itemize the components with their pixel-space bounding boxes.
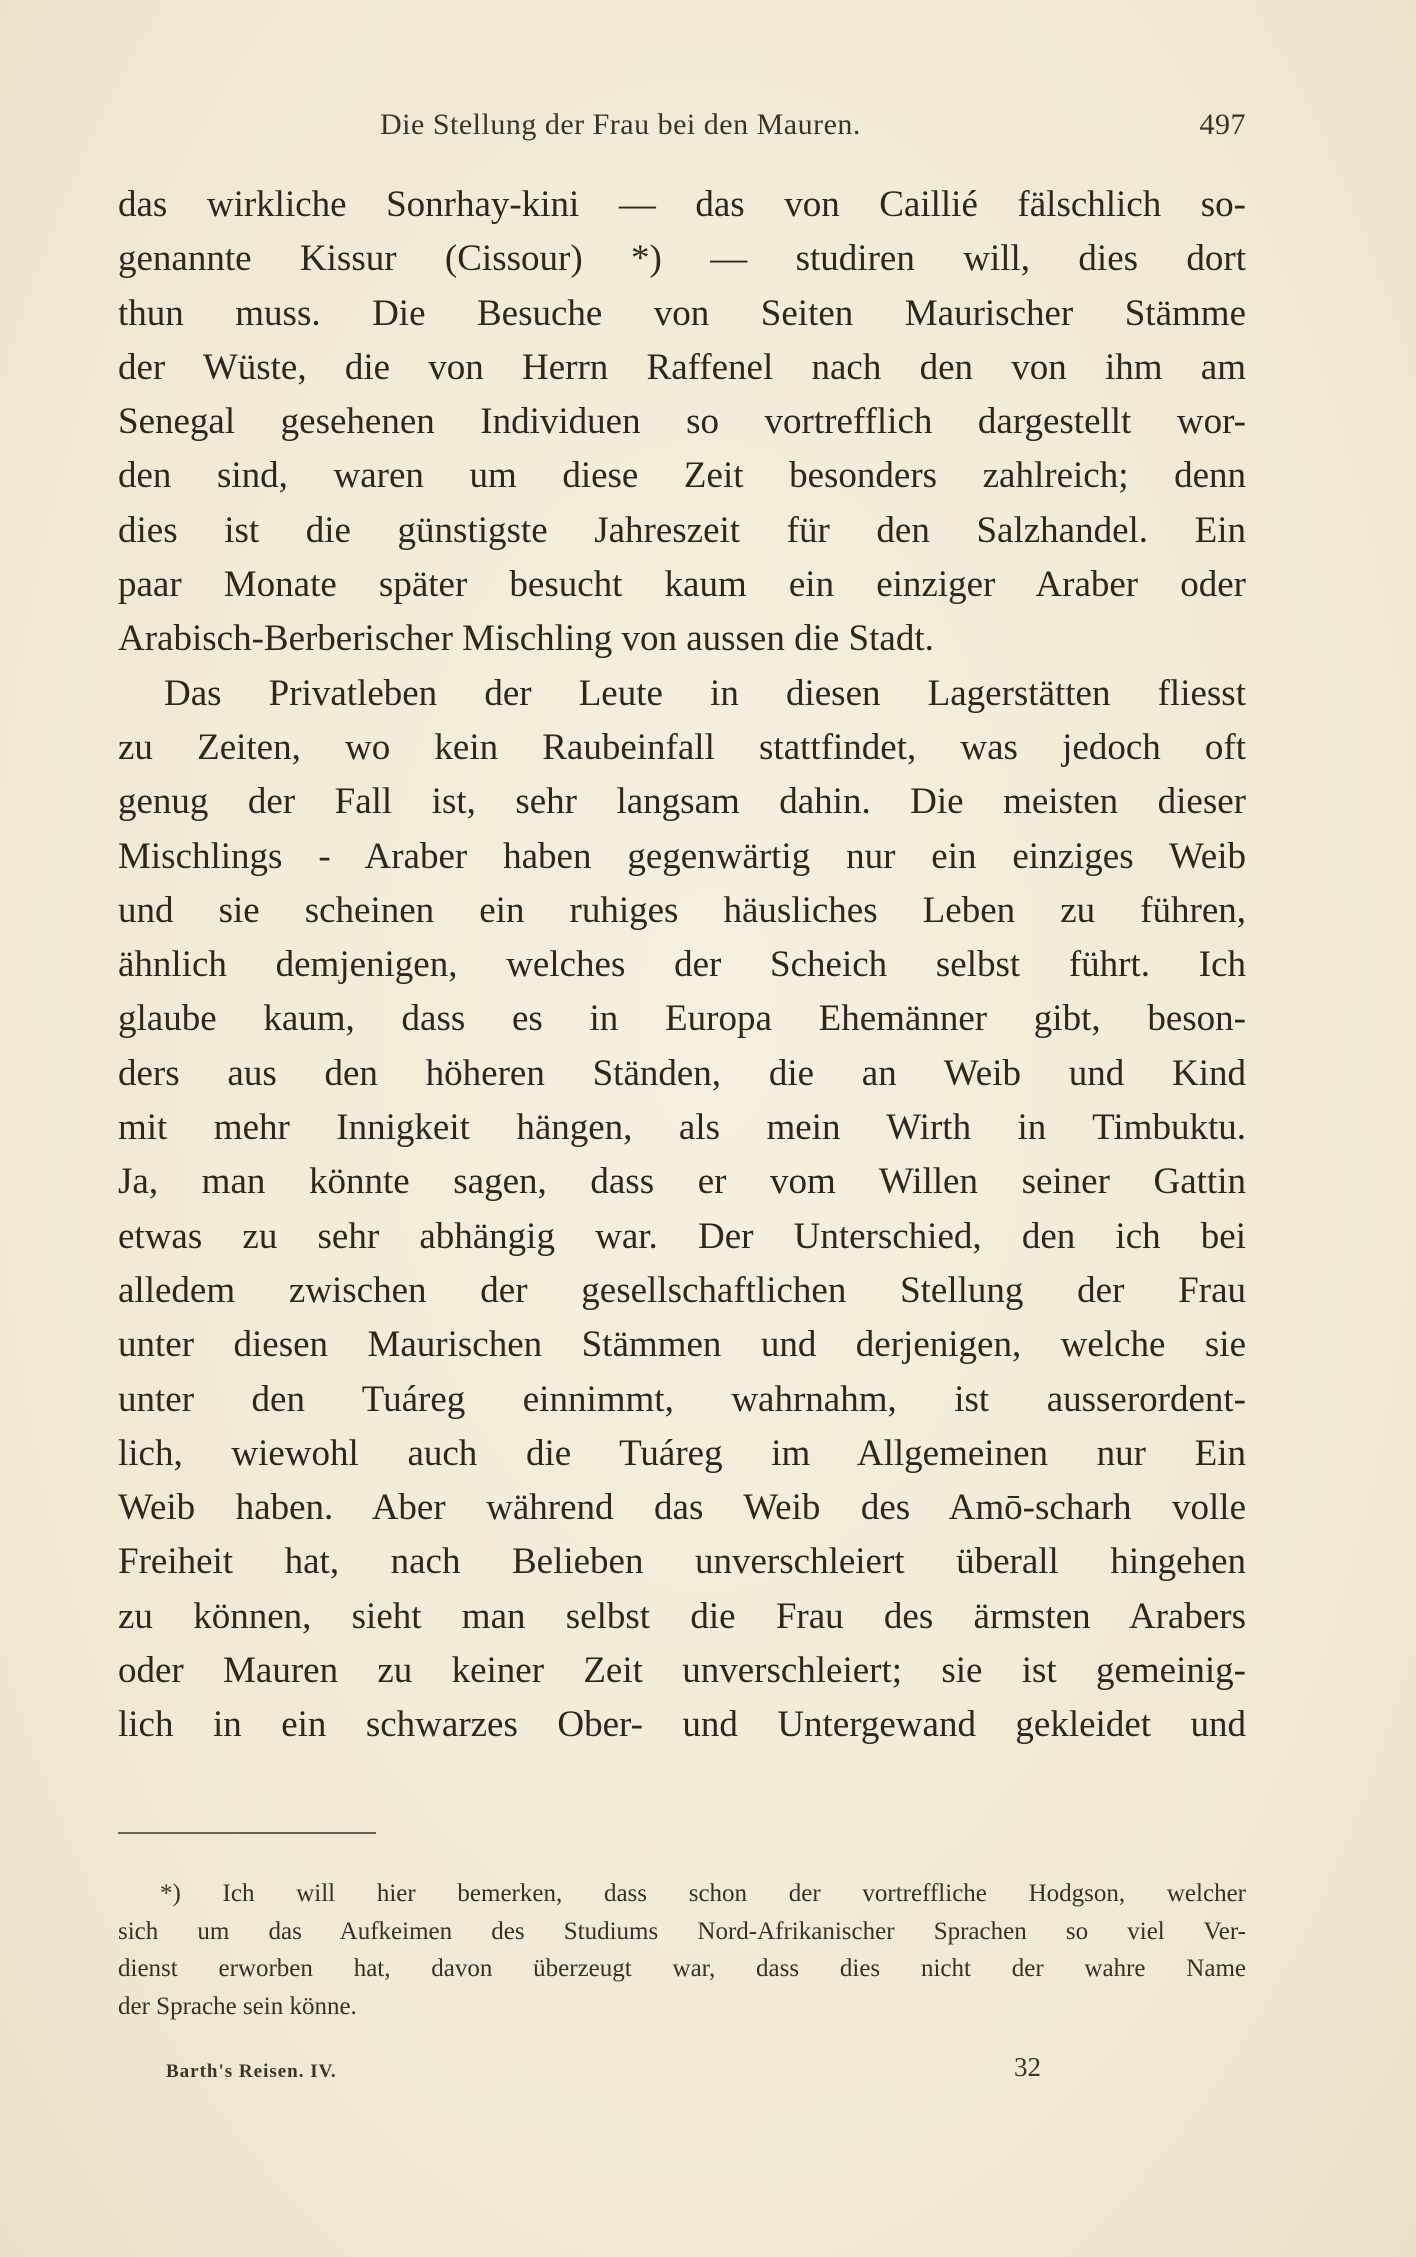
text-line: alledem zwischen der gesellschaftlichen Stellung der Frau: [118, 1269, 1246, 1311]
text-line: unter diesen Maurischen Stämmen und derjenigen, welche sie: [118, 1324, 1246, 1366]
text-line: lich, wiewohl auch die Tuáreg im Allgemeinen nur Ein: [118, 1432, 1246, 1474]
signature-number: 32: [1014, 2052, 1041, 2082]
text-line: unter den Tuáreg einnimmt, wahrnahm, ist ausserordent-: [118, 1378, 1246, 1420]
text-line: lich in ein schwarzes Ober- und Untergewand gekleidet und: [118, 1704, 1246, 1746]
text-line: genannte Kissur (Cissour) *) — studiren will, dies dort: [118, 238, 1246, 280]
text-line: den sind, waren um diese Zeit besonders zahlreich; denn: [118, 455, 1246, 497]
footnote-line: der Sprache sein könne.: [118, 1992, 357, 2020]
text-line: ders aus den höheren Ständen, die an Weib und Kind: [118, 1052, 1246, 1094]
text-line: Senegal gesehenen Individuen so vortrefflich dargestellt wor-: [118, 401, 1246, 443]
text-line: Ja, man könnte sagen, dass er vom Willen seiner Gattin: [118, 1161, 1246, 1203]
text-line: und sie scheinen ein ruhiges häusliches Leben zu führen,: [118, 889, 1246, 931]
text-line: der Wüste, die von Herrn Raffenel nach den von ihm am: [118, 346, 1246, 388]
text-line: glaube kaum, dass es in Europa Ehemänner gibt, beson-: [118, 998, 1246, 1040]
text-line: Freiheit hat, nach Belieben unverschleiert überall hingehen: [118, 1541, 1246, 1583]
text-line: ähnlich demjenigen, welches der Scheich selbst führt. Ich: [118, 944, 1246, 986]
text-line: oder Mauren zu keiner Zeit unverschleiert; sie ist gemeinig-: [118, 1650, 1246, 1692]
body-text: [118, 178, 1246, 1753]
text-line: Arabisch-Berberischer Mischling von aussen die Stadt.: [118, 618, 934, 660]
text-line: thun muss. Die Besuche von Seiten Maurischer Stämme: [118, 292, 1246, 334]
text-line: Mischlings - Araber haben gegenwärtig nur ein einziges Weib: [118, 835, 1246, 877]
footnote-line: sich um das Aufkeimen des Studiums Nord-Afrikanischer Sprachen so viel Ver-: [118, 1917, 1246, 1945]
text-line: etwas zu sehr abhängig war. Der Unterschied, den ich bei: [118, 1215, 1246, 1257]
footnote: [118, 1875, 1246, 2025]
footnote-divider: [118, 1832, 376, 1834]
footnote-line: dienst erworben hat, davon überzeugt war, dass dies nicht der wahre Name: [118, 1955, 1246, 1982]
page-number: 497: [1199, 108, 1246, 141]
text-line: zu Zeiten, wo kein Raubeinfall stattfindet, was jedoch oft: [118, 726, 1246, 768]
text-line: genug der Fall ist, sehr langsam dahin. Die meisten dieser: [118, 781, 1246, 823]
paragraph-start-line: Das Privatleben der Leute in diesen Lagerstätten fliesst: [164, 672, 1246, 714]
footnote-line: *) Ich will hier bemerken, dass schon der vortreffliche Hodgson, welcher: [160, 1880, 1246, 1907]
page-header: [118, 108, 1246, 148]
text-line: das wirkliche Sonrhay-kini — das von Caillié fälschlich so-: [118, 184, 1246, 225]
text-line: Weib haben. Aber während das Weib des Amō-scharh volle: [118, 1487, 1246, 1529]
text-line: zu können, sieht man selbst die Frau des ärmsten Arabers: [118, 1595, 1246, 1637]
running-title: Die Stellung der Frau bei den Mauren.: [380, 108, 861, 141]
text-line: dies ist die günstigste Jahreszeit für den Salzhandel. Ein: [118, 509, 1246, 551]
text-line: paar Monate später besucht kaum ein einziger Araber oder: [118, 564, 1246, 606]
printer-signature: Barth's Reisen. IV.: [166, 2061, 337, 2082]
text-line: mit mehr Innigkeit hängen, als mein Wirth in Timbuktu.: [118, 1107, 1246, 1149]
